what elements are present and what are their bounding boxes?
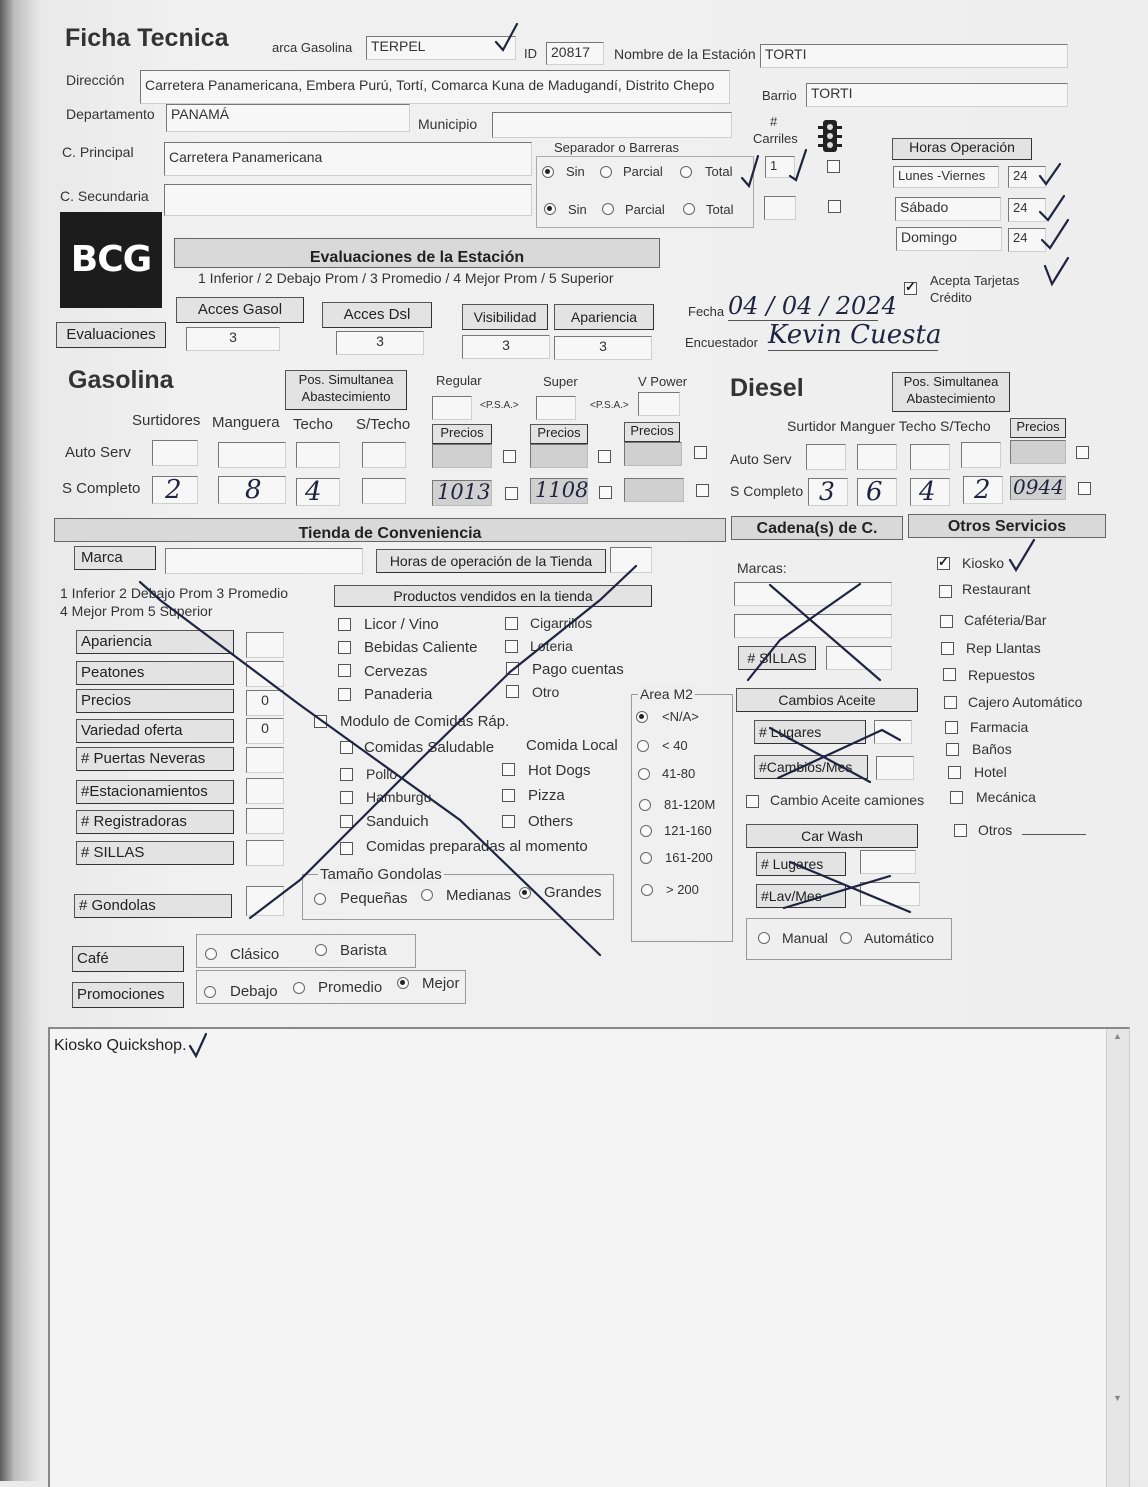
marca-field[interactable]: TERPEL (366, 36, 516, 60)
promo-mejor-label: Mejor (422, 975, 460, 992)
precios-super-header: Precios (530, 424, 588, 444)
comida-hotdogs-label: Hot Dogs (528, 762, 591, 779)
rating-peatones-label: Peatones (76, 661, 234, 685)
rating-peatones-field[interactable] (246, 661, 284, 687)
horas-domingo-field[interactable]: 24 (1008, 228, 1046, 252)
municipio-field[interactable] (492, 112, 732, 138)
otros-cajero-label: Cajero Automático (968, 694, 1083, 710)
otros-banos-checkbox[interactable] (946, 743, 959, 756)
acces-gasol-field[interactable]: 3 (186, 327, 280, 351)
area-200-radio[interactable] (641, 884, 653, 896)
s-completo-label: S Completo (62, 480, 141, 497)
diesel-col-labels: Surtidor Manguer Techo S/Techo (787, 418, 991, 434)
rating-estacionamientos-label: #Estacionamientos (76, 780, 234, 804)
super-psa-field[interactable] (536, 396, 576, 420)
otros-repuestos-label: Repuestos (968, 667, 1035, 683)
cafe-barista-label: Barista (340, 942, 387, 959)
total-label: Total (705, 164, 733, 179)
diesel-auto-checkbox[interactable] (1076, 446, 1089, 459)
vpower-psa-field[interactable] (638, 392, 680, 416)
promo-mejor-radio[interactable] (397, 977, 409, 989)
psa-label: <P.S.A.> (480, 400, 519, 411)
carwash-lugares-label: # Lugares (756, 852, 846, 876)
productos-header: Productos vendidos en la tienda (334, 585, 652, 607)
notes-scrollbar[interactable] (1106, 1029, 1129, 1487)
gas-completo-techo-field[interactable]: 4 (296, 478, 340, 506)
parcial-label: Parcial (623, 164, 663, 179)
promo-debajo-label: Debajo (230, 983, 278, 1000)
encuestador-field[interactable]: Kevin Cuesta (768, 320, 942, 350)
area-41-80-label: 41-80 (662, 766, 696, 781)
otros-restaurant-checkbox[interactable] (939, 585, 952, 598)
auto-serv-label: Auto Serv (65, 444, 131, 461)
vpower-label: V Power (638, 374, 688, 389)
cafe-barista-radio[interactable] (315, 944, 327, 956)
gas-auto-regular-checkbox[interactable] (503, 450, 516, 463)
prod-otro-checkbox[interactable] (506, 685, 519, 698)
diesel-completo-precio[interactable]: 0944 (1010, 476, 1066, 500)
cadena-sillas-label: # SILLAS (738, 646, 816, 670)
rating-registradoras-field[interactable] (246, 808, 284, 834)
otros-restaurant-label: Restaurant (962, 581, 1031, 597)
otros-otros-label: Otros (978, 822, 1013, 838)
carwash-lav-label: #Lav/Mes (756, 884, 846, 908)
estacion-field[interactable]: TORTI (760, 44, 1068, 68)
techo-label: Techo (293, 416, 334, 433)
cprincipal-label: C. Principal (62, 144, 134, 160)
super-label: Super (543, 374, 578, 389)
tamano-gondolas-label: Tamaño Gondolas (320, 866, 442, 883)
diesel-completo-checkbox[interactable] (1078, 482, 1091, 495)
prod-licor-label: Licor / Vino (364, 616, 439, 633)
carwash-automatico-label: Automático (864, 930, 935, 946)
acepta-label-1: Acepta Tarjetas (930, 273, 1020, 288)
gas-completo-regular-checkbox[interactable] (505, 487, 518, 500)
comida-sanduich-checkbox[interactable] (340, 815, 353, 828)
comida-pizza-label: Pizza (528, 787, 565, 804)
carwash-header: Car Wash (746, 824, 918, 848)
gas-auto-techo-field[interactable] (296, 442, 340, 468)
tamano-medianas-radio[interactable] (421, 889, 433, 901)
otros-otros-checkbox[interactable] (954, 824, 967, 837)
tienda-marca-label: Marca (74, 546, 156, 570)
sin-label: Sin (566, 164, 585, 179)
acces-gasol-label: Acces Gasol (176, 297, 304, 323)
tienda-horas-text: Horas de operación de la Tienda (389, 553, 593, 569)
diesel-auto-manguer-field[interactable] (857, 444, 897, 470)
separador-row2-sin-radio[interactable] (544, 203, 556, 215)
evaluaciones-side-label: Evaluaciones (56, 322, 166, 348)
tienda-horas-field[interactable] (610, 547, 652, 573)
csecundaria-field[interactable] (164, 184, 532, 216)
rating-precios-field[interactable]: 0 (246, 690, 284, 716)
area-40-radio[interactable] (637, 740, 649, 752)
tamano-grandes-label: Grandes (544, 884, 602, 901)
otros-kiosko-label: Kiosko (962, 555, 1005, 571)
otros-servicios-header: Otros Servicios (908, 514, 1106, 538)
diesel-auto-label: Auto Serv (730, 451, 792, 467)
area-81-120-radio[interactable] (639, 799, 651, 811)
promo-promedio-radio[interactable] (293, 982, 305, 994)
area-m2-group (631, 694, 733, 942)
diesel-completo-label: S Completo (730, 483, 804, 499)
comida-pizza-checkbox[interactable] (502, 789, 515, 802)
area-41-80-radio[interactable] (638, 768, 650, 780)
area-161-200-label: 161-200 (665, 850, 713, 865)
separador-row2-total-radio[interactable] (683, 203, 695, 215)
diesel-pos-sim-box (892, 372, 1010, 412)
id-label: ID (524, 46, 537, 61)
area-121-160-label: 121-160 (664, 823, 712, 838)
sin-label: Sin (568, 202, 587, 217)
otros-cafeteria-label: Caféteria/Bar (964, 612, 1047, 628)
horas-sabado-label: Sábado (895, 197, 1001, 221)
cambio-camiones-checkbox[interactable] (746, 795, 759, 808)
tienda-scale-2: 4 Mejor Prom 5 Superior (60, 603, 213, 619)
area-na-radio[interactable] (636, 711, 648, 723)
prod-loteria-label: Loteria (530, 638, 573, 654)
cambios-aceite-header: Cambios Aceite (736, 688, 918, 712)
diesel-completo-stecho-field[interactable]: 2 (963, 476, 1003, 504)
carriles-label: Carriles (753, 131, 798, 146)
diesel-auto-surtidor-field[interactable] (806, 444, 846, 470)
prod-saludable-checkbox[interactable] (340, 741, 353, 754)
cadena-marca-field-1[interactable] (734, 582, 892, 606)
prod-modulo-checkbox[interactable] (314, 715, 327, 728)
tienda-scale-1: 1 Inferior 2 Debajo Prom 3 Promedio (60, 585, 288, 601)
cadena-header: Cadena(s) de C. (731, 516, 903, 540)
comida-others-checkbox[interactable] (502, 815, 515, 828)
otros-farmacia-checkbox[interactable] (945, 721, 958, 734)
departamento-field[interactable]: PANAMÁ (166, 104, 410, 132)
prod-cigarrillos-label: Cigarrillos (530, 615, 593, 631)
gondolas-field[interactable] (246, 886, 284, 916)
evaluaciones-scale: 1 Inferior / 2 Debajo Prom / 3 Promedio / 4 Mejor Prom / 5 Superior (198, 270, 614, 286)
promociones-label: Promociones (72, 982, 184, 1008)
acces-dsl-label: Acces Dsl (322, 302, 432, 328)
gondolas-label: # Gondolas (74, 894, 232, 918)
gas-completo-precio-regular[interactable]: 1013 (432, 480, 492, 506)
rating-puertas-field[interactable] (246, 747, 284, 773)
scroll-up-icon[interactable]: ▲ (1113, 1031, 1122, 1041)
evaluaciones-header: Evaluaciones de la Estación (174, 238, 660, 268)
scroll-down-icon[interactable]: ▼ (1113, 1393, 1122, 1403)
tamano-medianas-label: Medianas (446, 887, 512, 904)
prod-panaderia-label: Panaderia (364, 686, 433, 703)
prod-bebidas-checkbox[interactable] (338, 641, 351, 654)
estacion-label: Nombre de la Estación (614, 46, 756, 62)
notes-text: Kiosko Quickshop. (54, 1037, 187, 1054)
gas-completo-super-checkbox[interactable] (599, 486, 612, 499)
diesel-completo-surtidor-field[interactable]: 3 (808, 478, 848, 506)
carwash-lugares-field[interactable] (860, 850, 916, 874)
carwash-manual-label: Manual (782, 930, 828, 946)
horas-operacion-header: Horas Operación (892, 138, 1032, 160)
parcial-label: Parcial (625, 202, 665, 217)
comida-sanduich-label: Sanduich (366, 813, 429, 830)
comida-pollo-label: Pollo (366, 766, 398, 782)
horas-lunes-label: Lunes -Viernes (893, 166, 999, 188)
pos-sim-line1: Pos. Simultanea (903, 374, 999, 389)
gas-auto-surtidores-field[interactable] (152, 440, 198, 466)
precios-vpower-header: Precios (624, 422, 680, 442)
carriles-field-1[interactable]: 1 (765, 156, 795, 178)
gas-completo-precio-super[interactable]: 1108 (530, 478, 588, 504)
check-mark-icon (1045, 258, 1068, 284)
diesel-completo-manguer-field[interactable]: 6 (857, 478, 897, 506)
prod-bebidas-label: Bebidas Caliente (364, 639, 478, 656)
traffic-light-checkbox-2[interactable] (828, 200, 841, 213)
diesel-auto-stecho-field[interactable] (961, 442, 1001, 468)
diesel-title: Diesel (730, 374, 804, 402)
area-200-label: > 200 (666, 882, 699, 897)
pos-sim-line2: Abastecimiento (301, 389, 391, 404)
csecundaria-label: C. Secundaria (60, 188, 149, 204)
separador-row1-parcial-radio[interactable] (600, 166, 612, 178)
tienda-horas-label (376, 549, 606, 573)
prod-cervezas-checkbox[interactable] (338, 664, 351, 677)
otros-repuestos-checkbox[interactable] (943, 668, 956, 681)
acepta-tarjetas-checkbox[interactable] (904, 282, 917, 295)
area-na-label: <N/A> (662, 709, 699, 724)
rating-sillas-field[interactable] (246, 840, 284, 866)
notes-textarea[interactable] (48, 1027, 1130, 1487)
comida-preparadas-checkbox[interactable] (340, 842, 353, 855)
area-161-200-radio[interactable] (640, 852, 652, 864)
encuestador-label: Encuestador (685, 335, 758, 350)
psa-label: <P.S.A.> (590, 400, 629, 411)
carwash-manual-radio[interactable] (758, 932, 770, 944)
pos-sim-line1: Pos. Simultanea (298, 372, 394, 387)
gas-auto-precio-super[interactable] (530, 444, 588, 468)
otros-otros-line[interactable] (1022, 834, 1086, 835)
regular-label: Regular (436, 373, 482, 388)
rating-apariencia-field[interactable] (246, 632, 284, 658)
visibilidad-field[interactable]: 3 (462, 335, 550, 359)
page-title: Ficha Tecnica (65, 24, 229, 52)
cadena-sillas-field[interactable] (826, 646, 892, 670)
cadena-marca-field-2[interactable] (734, 614, 892, 638)
gasolina-title: Gasolina (68, 366, 174, 394)
cambios-mes-field[interactable] (876, 756, 914, 780)
fecha-field[interactable]: 04 / 04 / 2024 (728, 292, 897, 320)
horas-lunes-field[interactable]: 24 (1008, 166, 1046, 188)
gas-completo-stecho-field[interactable] (362, 478, 406, 504)
area-81-120-label: 81-120M (664, 797, 716, 812)
area-40-label: < 40 (662, 738, 688, 753)
cafe-label: Café (72, 946, 184, 972)
barrio-field[interactable]: TORTI (806, 83, 1068, 107)
prod-otro-label: Otro (532, 684, 560, 700)
total-label: Total (706, 202, 734, 217)
gas-auto-vpower-checkbox[interactable] (694, 446, 707, 459)
prod-cigarrillos-checkbox[interactable] (505, 617, 518, 630)
diesel-completo-techo-field[interactable]: 4 (910, 478, 950, 506)
rating-variedad-label: Variedad oferta (76, 719, 234, 743)
gas-auto-stecho-field[interactable] (362, 442, 406, 468)
rating-variedad-field[interactable]: 0 (246, 718, 284, 744)
gasolina-pos-sim-box (285, 370, 407, 410)
marca-label: arca Gasolina (272, 40, 353, 55)
direccion-field[interactable]: Carretera Panamericana, Embera Purú, Tortí, Comarca Kuna de Madugandí, Distrito Chepo (140, 70, 730, 104)
gas-auto-manguera-field[interactable] (218, 442, 286, 468)
cadena-marcas-label: Marcas: (737, 560, 787, 576)
separador-row1-total-radio[interactable] (680, 166, 692, 178)
prod-licor-checkbox[interactable] (338, 618, 351, 631)
cambios-mes-label: #Cambios/Mes (754, 755, 868, 779)
rating-estacionamientos-field[interactable] (246, 778, 284, 804)
separador-label: Separador o Barreras (554, 140, 680, 155)
area-m2-label: Area M2 (640, 686, 693, 702)
separador-row1-sin-radio[interactable] (542, 166, 554, 178)
comida-local-label: Comida Local (526, 737, 618, 754)
stecho-label: S/Techo (356, 416, 411, 433)
comida-hamburguesa-label: Hamburgu (366, 789, 432, 805)
gas-completo-surtidores-field[interactable]: 2 (152, 476, 198, 504)
precios-regular-header: Precios (432, 424, 492, 444)
horas-domingo-label: Domingo (896, 227, 1002, 251)
comida-preparadas-label: Comidas preparadas al momento (366, 838, 588, 855)
otros-cafeteria-checkbox[interactable] (940, 615, 953, 628)
carwash-lav-field[interactable] (860, 882, 920, 906)
cambio-camiones-label: Cambio Aceite camiones (770, 792, 925, 808)
comida-pollo-checkbox[interactable] (340, 768, 353, 781)
prod-modulo-label: Modulo de Comidas Ráp. (340, 713, 510, 730)
prod-pagocuentas-checkbox[interactable] (506, 662, 519, 675)
check-mark-icon (1010, 540, 1034, 570)
apariencia-label: Apariencia (554, 304, 654, 330)
gas-auto-precio-regular[interactable] (432, 444, 492, 468)
surtidores-label: Surtidores (132, 412, 201, 429)
prod-pagocuentas-label: Pago cuentas (532, 661, 624, 678)
rating-registradoras-label: # Registradoras (76, 810, 234, 834)
promo-debajo-radio[interactable] (204, 986, 216, 998)
prod-saludable-label: Comidas Saludable (364, 739, 495, 756)
pos-sim-line2: Abastecimiento (906, 391, 996, 406)
comida-hotdogs-checkbox[interactable] (502, 763, 515, 776)
separador-row2-parcial-radio[interactable] (602, 203, 614, 215)
bcg-logo: BCG (60, 212, 162, 308)
otros-banos-label: Baños (972, 741, 1012, 757)
diesel-auto-precio[interactable] (1010, 440, 1066, 464)
tamano-pequenas-radio[interactable] (314, 893, 326, 905)
traffic-light-checkbox-1[interactable] (827, 160, 840, 173)
rating-apariencia-label: Apariencia (76, 630, 234, 654)
area-121-160-radio[interactable] (640, 825, 652, 837)
otros-mecanica-label: Mecánica (976, 789, 1036, 805)
otros-cajero-checkbox[interactable] (944, 696, 957, 709)
acces-dsl-field[interactable]: 3 (336, 331, 424, 355)
direccion-label: Dirección (66, 72, 125, 88)
prod-loteria-checkbox[interactable] (505, 640, 518, 653)
acepta-label-2: Crédito (930, 290, 972, 305)
apariencia-field[interactable]: 3 (554, 336, 652, 360)
departamento-label: Departamento (66, 106, 155, 122)
cambios-lugares-label: # Lugares (754, 720, 866, 744)
fecha-label: Fecha (688, 304, 725, 319)
traffic-light-icon (814, 118, 846, 154)
comida-hamburguesa-checkbox[interactable] (340, 791, 353, 804)
barrio-label: Barrio (762, 88, 797, 103)
cambios-lugares-field[interactable] (874, 720, 912, 744)
gas-auto-super-checkbox[interactable] (598, 450, 611, 463)
gas-completo-vpower-checkbox[interactable] (696, 484, 709, 497)
otros-hotel-checkbox[interactable] (948, 766, 961, 779)
tienda-header: Tienda de Conveniencia (54, 518, 726, 542)
visibilidad-label: Visibilidad (462, 304, 548, 330)
gas-completo-manguera-field[interactable]: 8 (218, 476, 286, 504)
cafe-clasico-label: Clásico (230, 946, 280, 963)
municipio-label: Municipio (418, 116, 478, 132)
prod-panaderia-checkbox[interactable] (338, 688, 351, 701)
carriles-hash: # (770, 114, 778, 129)
otros-llantas-label: Rep Llantas (966, 640, 1041, 656)
regular-psa-field[interactable] (432, 396, 472, 420)
gas-auto-precio-vpower[interactable] (624, 442, 682, 466)
gas-completo-precio-vpower[interactable] (624, 478, 684, 502)
carriles-field-2[interactable] (764, 196, 796, 220)
diesel-auto-techo-field[interactable] (910, 444, 950, 470)
horas-sabado-field[interactable]: 24 (1008, 198, 1046, 222)
otros-llantas-checkbox[interactable] (941, 642, 954, 655)
rating-precios-label: Precios (76, 689, 234, 713)
promo-promedio-label: Promedio (318, 979, 383, 996)
otros-farmacia-label: Farmacia (970, 719, 1029, 735)
diesel-precios-header: Precios (1010, 418, 1066, 438)
otros-kiosko-checkbox[interactable] (937, 557, 950, 570)
tienda-marca-field[interactable] (165, 548, 363, 574)
otros-hotel-label: Hotel (974, 764, 1007, 780)
prod-cervezas-label: Cervezas (364, 663, 428, 680)
carwash-automatico-radio[interactable] (840, 932, 852, 944)
id-field[interactable]: 20817 (546, 42, 604, 65)
tamano-grandes-radio[interactable] (519, 887, 531, 899)
rating-puertas-label: # Puertas Neveras (76, 747, 234, 771)
otros-mecanica-checkbox[interactable] (950, 791, 963, 804)
cafe-clasico-radio[interactable] (205, 948, 217, 960)
tamano-pequenas-label: Pequeñas (340, 890, 408, 907)
manguera-label: Manguera (212, 414, 280, 431)
cprincipal-field[interactable]: Carretera Panamericana (164, 142, 532, 176)
comida-others-label: Others (528, 813, 574, 830)
rating-sillas-label: # SILLAS (76, 841, 234, 865)
